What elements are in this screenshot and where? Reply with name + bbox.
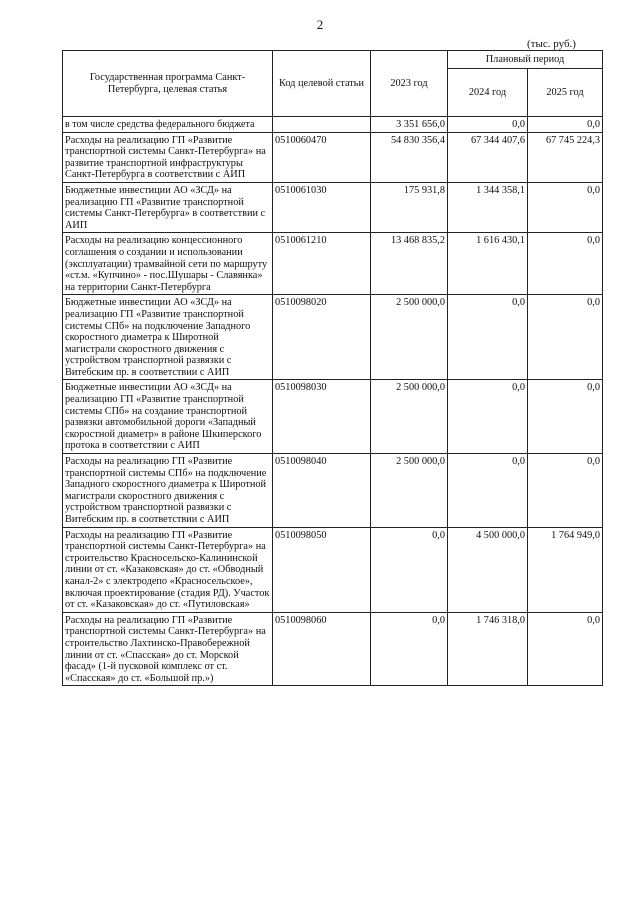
row-value-2025: 0,0 — [528, 454, 603, 528]
row-value-2024: 4 500 000,0 — [448, 527, 528, 612]
page-number: 2 — [316, 17, 324, 32]
row-name: Бюджетные инвестиции АО «ЗСД» на реализацию ГП «Развитие транспортной системы Санкт-Петербурга» в соответствии с АИП — [63, 182, 273, 232]
row-value-2024: 1 344 358,1 — [448, 182, 528, 232]
row-value-2025: 67 745 224,3 — [528, 132, 603, 182]
row-value-2025: 0,0 — [528, 233, 603, 295]
row-code: 0510061030 — [273, 182, 371, 232]
row-value-2023: 0,0 — [371, 527, 448, 612]
table-row — [63, 117, 603, 133]
row-value-2023: 2 500 000,0 — [371, 295, 448, 380]
row-value-2024: 0,0 — [448, 380, 528, 454]
table-row — [63, 295, 603, 380]
header-2025: 2025 год — [528, 69, 603, 117]
header-name: Государственная программа Санкт-Петербурга, целевая статья — [63, 51, 273, 117]
row-value-2023: 175 931,8 — [371, 182, 448, 232]
row-value-2025: 0,0 — [528, 380, 603, 454]
row-value-2024: 0,0 — [448, 295, 528, 380]
budget-table — [62, 50, 603, 686]
header-2023: 2023 год — [371, 51, 448, 117]
table-body — [63, 117, 603, 686]
row-value-2023: 13 468 835,2 — [371, 233, 448, 295]
row-value-2025: 1 764 949,0 — [528, 527, 603, 612]
row-name: Бюджетные инвестиции АО «ЗСД» на реализацию ГП «Развитие транспортной системы СПб» на создание транспортной развязки автомобильной дороги «Западный скоростной диаметр» в районе Шкиперского протока в соответствии с АИП — [63, 380, 273, 454]
table-row — [63, 380, 603, 454]
row-code: 0510098040 — [273, 454, 371, 528]
table-row — [63, 132, 603, 182]
table-header — [63, 51, 603, 117]
header-plan-period: Плановый период — [448, 51, 603, 69]
header-code: Код целевой статьи — [273, 51, 371, 117]
row-value-2025: 0,0 — [528, 117, 603, 133]
row-code: 0510098050 — [273, 527, 371, 612]
row-code: 0510060470 — [273, 132, 371, 182]
row-value-2023: 2 500 000,0 — [371, 380, 448, 454]
row-code: 0510061210 — [273, 233, 371, 295]
row-value-2024: 0,0 — [448, 454, 528, 528]
table-row — [63, 527, 603, 612]
row-value-2023: 0,0 — [371, 612, 448, 686]
row-name: Бюджетные инвестиции АО «ЗСД» на реализацию ГП «Развитие транспортной системы СПб» на подключение Западного скоростного диаметра к Широтной магистрали скоростного движения с устройством транспортной развязки с Витебским пр. в соответствии с АИП — [63, 295, 273, 380]
row-value-2024: 1 746 318,0 — [448, 612, 528, 686]
table-row — [63, 182, 603, 232]
row-value-2025: 0,0 — [528, 295, 603, 380]
row-value-2023: 54 830 356,4 — [371, 132, 448, 182]
header-2024: 2024 год — [448, 69, 528, 117]
row-name: Расходы на реализацию концессионного соглашения о создании и использовании (эксплуатации) трамвайной сети по маршруту «ст.м. «Купчино» - пос.Шушары - Славянка» на территории Санкт-Петербурга — [63, 233, 273, 295]
row-code: 0510098060 — [273, 612, 371, 686]
row-value-2023: 3 351 656,0 — [371, 117, 448, 133]
row-name: Расходы на реализацию ГП «Развитие транспортной системы Санкт-Петербурга» на строительство Лахтинско-Правобережной линии от ст. «Спасская» до ст. Морской фасад» (1-й пусковой комплекс от ст. «Спасская» до ст. «Большой пр.») — [63, 612, 273, 686]
table-row — [63, 454, 603, 528]
row-code: 0510098030 — [273, 380, 371, 454]
row-value-2025: 0,0 — [528, 612, 603, 686]
table-row — [63, 612, 603, 686]
units-label: (тыс. руб.) — [527, 38, 576, 50]
row-name: Расходы на реализацию ГП «Развитие транспортной системы СПб» на подключение Западного скоростного диаметра к Широтной магистрали скоростного движения с устройством транспортной развязки с Витебским пр. в соответствии с АИП — [63, 454, 273, 528]
row-code — [273, 117, 371, 133]
row-value-2024: 1 616 430,1 — [448, 233, 528, 295]
row-value-2024: 67 344 407,6 — [448, 132, 528, 182]
row-code: 0510098020 — [273, 295, 371, 380]
table-row — [63, 233, 603, 295]
row-name: Расходы на реализацию ГП «Развитие транспортной системы Санкт-Петербурга» на строительство Красносельско-Калининской линии от ст. «Казаковская» до ст. «Обводный канал-2» с электродепо «Красносельское», включая проектирование (стадия РД). Участок от ст. «Казаковская» до ст. «Путиловская» — [63, 527, 273, 612]
row-value-2024: 0,0 — [448, 117, 528, 133]
row-name: в том числе средства федерального бюджета — [63, 117, 273, 133]
row-name: Расходы на реализацию ГП «Развитие транспортной системы Санкт-Петербурга» на развитие транспортной инфраструктуры Санкт-Петербурга в соответствии с АИП — [63, 132, 273, 182]
row-value-2023: 2 500 000,0 — [371, 454, 448, 528]
row-value-2025: 0,0 — [528, 182, 603, 232]
